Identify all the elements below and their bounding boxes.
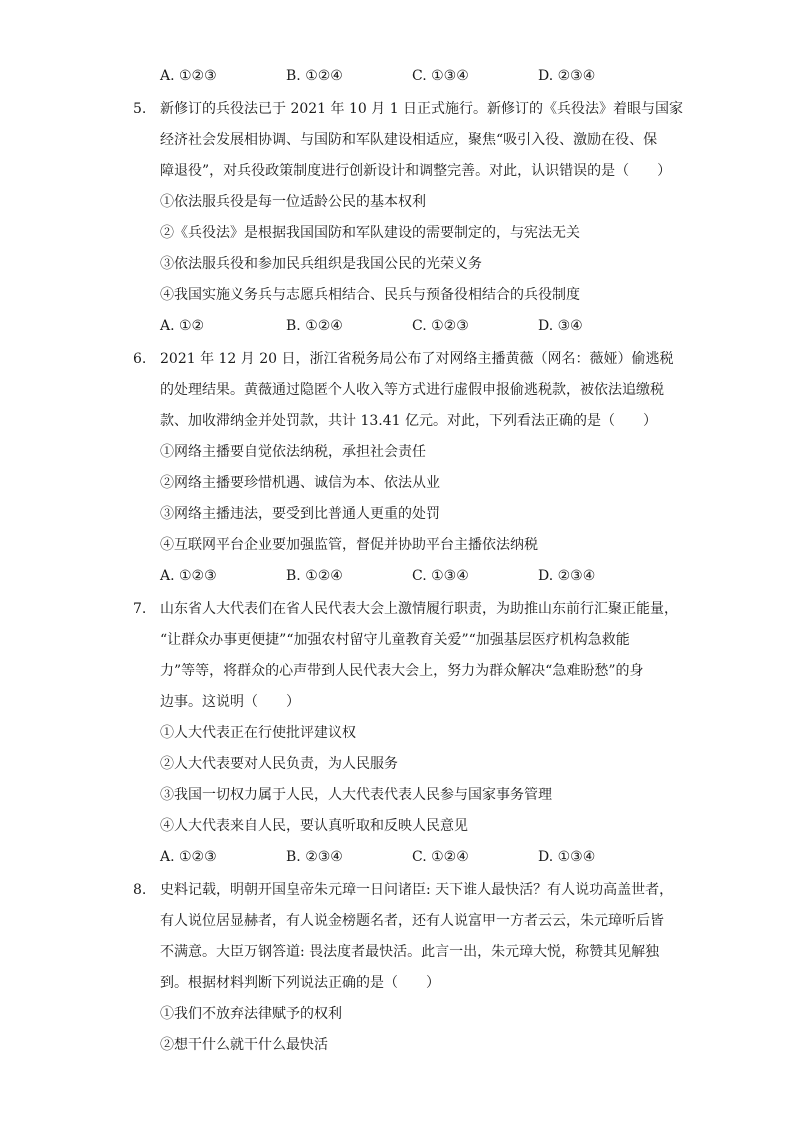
question-8-stem-line: 史料记载，明朝开国皇帝朱元璋一日问诸臣: 天下谁人最快活？有人说功高盖世者，	[160, 882, 674, 898]
question-7-option-b: B. ②③④	[286, 849, 343, 865]
question-5-stem-line: 障退役”，对兵役政策制度进行创新设计和调整完善。对此，认识错误的是（ ）	[160, 163, 672, 179]
question-6-option-d: D. ②③④	[538, 568, 596, 584]
question-6-statement: ①网络主播要自觉依法纳税，承担社会责任	[160, 444, 426, 460]
question-6-statement: ③网络主播违法，要受到比普通人更重的处罚	[160, 506, 440, 522]
question-7-statement: ③我国一切权力属于人民，人大代表代表人民参与国家事务管理	[160, 787, 552, 803]
question-5-option-b: B. ①②④	[286, 318, 343, 334]
top-option-d: D. ②③④	[538, 68, 596, 84]
top-option-a: A. ①②③	[160, 68, 217, 84]
question-7-statement: ①人大代表正在行使批评建议权	[160, 725, 356, 741]
question-5-number: 5.	[133, 101, 147, 117]
question-8-stem-line: 不满意。大臣万钢答道: 畏法度者最快活。此言一出，朱元璋大悦，称赞其见解独	[160, 944, 660, 960]
question-6-stem-line: 款、加收滞纳金并处罚款，共计 13.41 亿元。对此，下列看法正确的是（ ）	[160, 413, 657, 429]
question-8-stem-line: 有人说位居显赫者，有人说金榜题名者，还有人说富甲一方者云云，朱元璋听后皆	[160, 913, 664, 929]
question-7-statement: ④人大代表来自人民，要认真听取和反映人民意见	[160, 818, 468, 834]
question-6-option-a: A. ①②③	[160, 568, 217, 584]
question-7-stem-line: “让群众办事更便捷”“加强农村留守儿童教育关爱”“加强基层医疗机构急救能	[160, 632, 630, 648]
question-5-stem-line: 经济社会发展相协调、与国防和军队建设相适应，聚焦“吸引入役、激励在役、保	[160, 132, 658, 148]
top-option-c: C. ①③④	[412, 68, 469, 84]
question-6-statement: ②网络主播要珍惜机遇、诚信为本、依法从业	[160, 475, 440, 491]
question-5-statement: ①依法服兵役是每一位适龄公民的基本权利	[160, 194, 426, 210]
question-8-number: 8.	[133, 882, 147, 898]
question-5-statement: ②《兵役法》是根据我国国防和军队建设的需要制定的，与宪法无关	[160, 225, 580, 241]
question-5-statement: ③依法服兵役和参加民兵组织是我国公民的光荣义务	[160, 256, 482, 272]
question-8-statement: ②想干什么就干什么最快活	[160, 1037, 328, 1053]
question-6-number: 6.	[133, 351, 147, 367]
question-7-statement: ②人大代表要对人民负责，为人民服务	[160, 756, 398, 772]
question-6-statement: ④互联网平台企业要加强监管，督促并协助平台主播依法纳税	[160, 537, 538, 553]
question-7-option-a: A. ①②③	[160, 849, 217, 865]
question-7-stem-line: 山东省人大代表们在省人民代表大会上激情履行职责，为助推山东前行汇聚正能量，	[160, 601, 678, 617]
question-7-number: 7.	[133, 601, 147, 617]
question-5-stem-line: 新修订的兵役法已于 2021 年 10 月 1 日正式施行。新修订的《兵役法》着眼与国家	[160, 101, 684, 117]
question-6-stem-line: 的处理结果。黄薇通过隐匿个人收入等方式进行虚假申报偷逃税款，被依法追缴税	[160, 382, 664, 398]
question-6-option-b: B. ①②④	[286, 568, 343, 584]
question-7-stem-line: 边事。这说明（ ）	[160, 694, 300, 710]
question-6-option-c: C. ①③④	[412, 568, 469, 584]
question-8-stem-line: 到。根据材料判断下列说法正确的是（ ）	[160, 975, 440, 991]
question-7-option-c: C. ①②④	[412, 849, 469, 865]
question-6-stem-line: 2021 年 12 月 20 日，浙江省税务局公布了对网络主播黄薇（网名：薇娅）偷逃税	[160, 351, 674, 367]
question-5-option-c: C. ①②③	[412, 318, 469, 334]
question-7-option-d: D. ①③④	[538, 849, 596, 865]
question-5-option-a: A. ①②	[160, 318, 205, 334]
question-8-statement: ①我们不放弃法律赋予的权利	[160, 1006, 342, 1022]
question-7-stem-line: 力”等等，将群众的心声带到人民代表大会上，努力为群众解决“急难盼愁”的身	[160, 663, 644, 679]
question-5-statement: ④我国实施义务兵与志愿兵相结合、民兵与预备役相结合的兵役制度	[160, 287, 580, 303]
top-option-b: B. ①②④	[286, 68, 343, 84]
question-5-option-d: D. ③④	[538, 318, 583, 334]
